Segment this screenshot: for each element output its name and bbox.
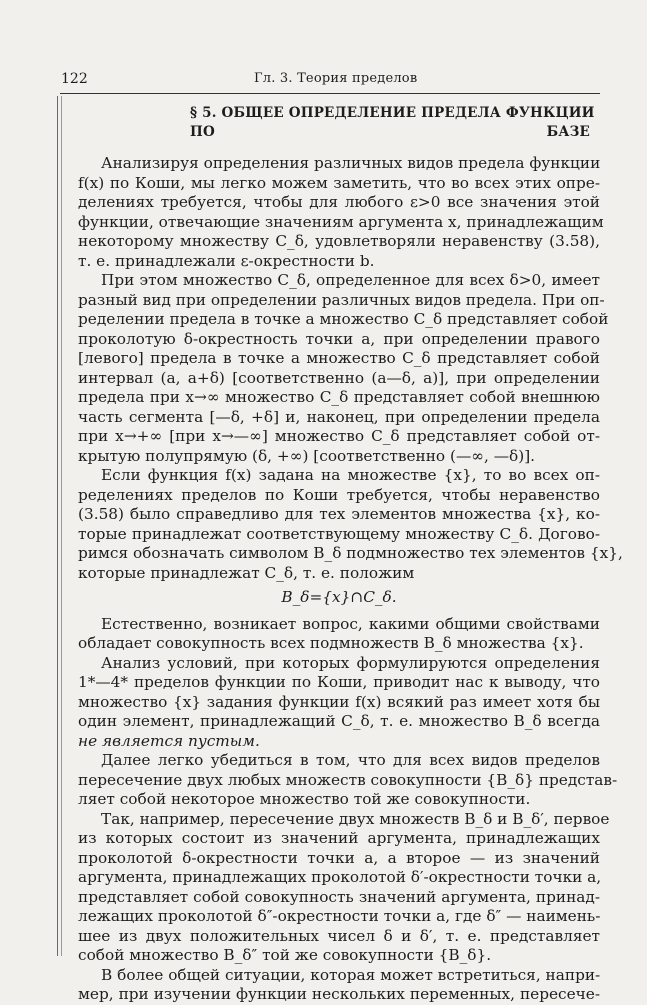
text-line: Так, например, пересечение двух множеств B_δ и B_δ′, первое	[101, 809, 610, 828]
text-line: крытую полупрямую (δ, +∞) [соответственно (—∞, —δ)].	[78, 446, 536, 465]
text-line: интервал (a, a+δ) [соответственно (a—δ, a)], при определении	[78, 368, 600, 387]
text-line: В более общей ситуации, которая может встретиться, напри-	[101, 965, 601, 984]
text-line: (3.58) было справедливо для тех элементов множества {x}, ко-	[78, 505, 600, 523]
text-line: ределении предела в точке a множество C_δ представляет собой	[78, 310, 609, 328]
text-line: часть сегмента [—δ, +δ] и, наконец, при определении предела	[78, 407, 600, 426]
paragraph-1	[78, 154, 604, 271]
text-line: обладает совокупность всех подмножеств B_δ множества {x}.	[78, 634, 584, 652]
text-line: мер, при изучении функции нескольких переменных, пересече-	[78, 985, 600, 1003]
text-line: Анализ условий, при которых формулируются определения	[101, 653, 600, 672]
text-line: лежащих проколотой δ″-окрестности точки a, где δ″ — наимень-	[78, 907, 601, 925]
paragraph-2	[78, 271, 609, 466]
text-line: предела при x→∞ множество C_δ представляет собой внешнюю	[78, 388, 600, 406]
text-line: При этом множество C_δ, определенное для всех δ>0, имеет	[101, 271, 600, 289]
binding-edge	[57, 96, 62, 956]
paragraph-8	[78, 966, 600, 1005]
text-line: торые принадлежат соответствующему множеству C_δ. Догово-	[78, 524, 600, 543]
text-line: аргумента, принадлежащих проколотой δ′-окрестности точки a,	[78, 868, 602, 886]
text-line: т. е. принадлежали ε-окрестности b.	[78, 251, 375, 270]
section-title-line: ПО БАЗЕ	[190, 124, 590, 140]
page-number: 122	[61, 71, 88, 87]
text-line: при x→+∞ [при x→—∞] множество C_δ представляет собой от-	[78, 427, 600, 445]
section-title	[190, 104, 595, 142]
paragraph-7	[78, 809, 610, 966]
body-text	[78, 154, 623, 1005]
text-line: римся обозначать символом B_δ подмножество тех элементов {x},	[78, 544, 623, 562]
paragraph-5	[78, 654, 600, 752]
section-title-line: § 5. ОБЩЕЕ ОПРЕДЕЛЕНИЕ ПРЕДЕЛА ФУНКЦИИ	[190, 105, 595, 121]
text-line: один элемент, принадлежащий C_δ, т. е. множество B_δ всегда	[78, 712, 600, 730]
text-line: проколотой δ-окрестности точки a, а второе — из значений	[78, 848, 600, 867]
text-line: множество {x} задания функции f(x) всякий раз имеет хотя бы	[78, 692, 600, 711]
text-line: f(x) по Коши, мы легко можем заметить, что во всех этих опре-	[78, 173, 600, 192]
text-line: делениях требуется, чтобы для любого ε>0 все значения этой	[78, 193, 600, 211]
text-line: Анализируя определения различных видов предела функции	[101, 154, 601, 172]
running-head: Гл. 3. Теория пределов	[254, 71, 418, 86]
text-line: Если функция f(x) задана на множестве {x}, то во всех оп-	[101, 466, 600, 484]
text-line: проколотую δ-окрестность точки a, при определении правого	[78, 329, 600, 348]
text-line: представляет собой совокупность значений аргумента, принад-	[78, 887, 600, 906]
text-line: собой множество B_δ″ той же совокупности {B_δ}.	[78, 946, 492, 964]
text-line: 1*—4* пределов функции по Коши, приводит нас к выводу, что	[78, 673, 600, 691]
text-line: функции, отвечающие значениям аргумента x, принадлежащим	[78, 212, 604, 231]
text-line: некоторому множеству C_δ, удовлетворяли неравенству (3.58),	[78, 232, 600, 250]
text-line: которые принадлежат C_δ, т. е. положим	[78, 563, 415, 582]
paragraph-4	[78, 615, 600, 654]
text-line: ределениях пределов по Коши требуется, чтобы неравенство	[78, 485, 600, 504]
paragraph-3	[78, 466, 623, 583]
text-line-emphasis: не является пустым.	[78, 731, 260, 750]
header-rule	[60, 93, 600, 94]
text-line: шее из двух положительных чисел δ и δ′, т. е. представляет	[78, 926, 600, 945]
text-line: [левого] предела в точке a множество C_δ представляет собой	[78, 349, 600, 367]
text-line: ляет собой некоторое множество той же совокупности.	[78, 790, 531, 808]
text-line: пересечение двух любых множеств совокупности {B_δ} представ-	[78, 770, 618, 789]
text-line: Далее легко убедиться в том, что для всех видов пределов	[101, 751, 600, 769]
paragraph-6	[78, 751, 618, 810]
text-line: из которых состоит из значений аргумента, принадлежащих	[78, 829, 600, 847]
text-line: Естественно, возникает вопрос, какими общими свойствами	[101, 614, 600, 633]
formula: B_δ={x}∩C_δ.	[281, 588, 397, 606]
text-line: разный вид при определении различных видов предела. При оп-	[78, 290, 605, 309]
